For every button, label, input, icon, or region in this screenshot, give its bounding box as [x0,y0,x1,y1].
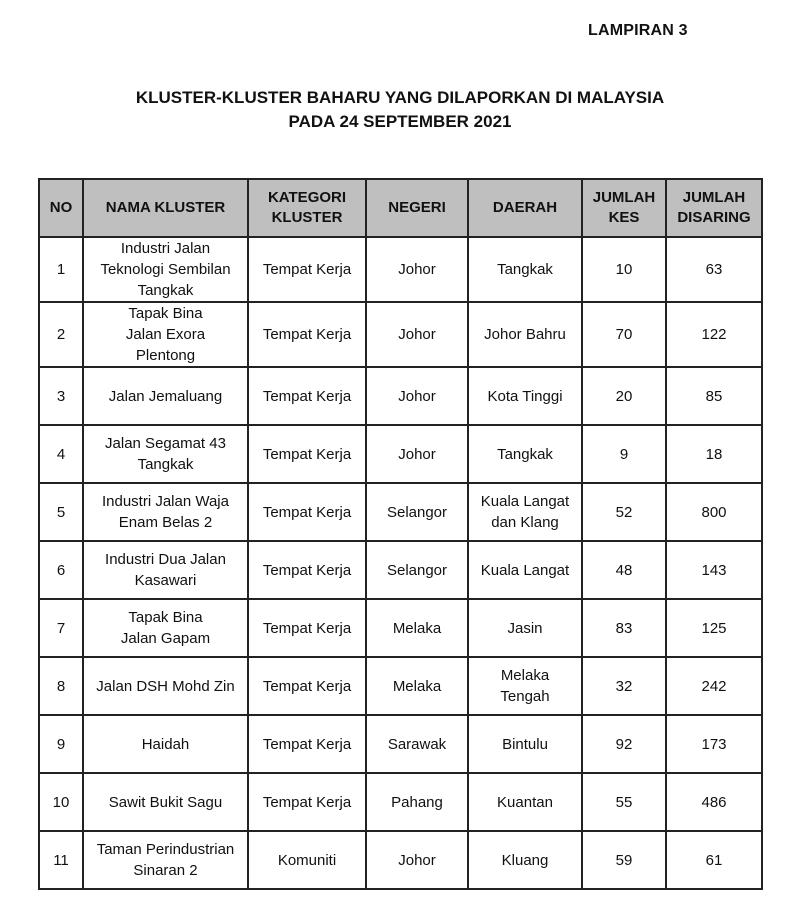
cell-state: Melaka [366,599,468,657]
table-row [39,483,762,541]
cell-cluster-category: Tempat Kerja [248,715,366,773]
cell-district: Jasin [468,599,582,657]
cell-state: Selangor [366,541,468,599]
cell-state: Pahang [366,773,468,831]
title-line-2: PADA 24 SEPTEMBER 2021 [288,112,512,131]
cell-total-screened: 122 [666,302,762,367]
attachment-label: LAMPIRAN 3 [588,22,688,39]
cell-district: Kuantan [468,773,582,831]
header-total-cases: JUMLAH KES [582,179,666,237]
cell-total-cases: 20 [582,367,666,425]
table-header-row [39,179,762,237]
cell-total-screened: 85 [666,367,762,425]
cell-cluster-name: Industri Jalan Waja Enam Belas 2 [83,483,248,541]
cell-cluster-category: Tempat Kerja [248,483,366,541]
cell-district: Melaka Tengah [468,657,582,715]
cell-cluster-category: Tempat Kerja [248,425,366,483]
cell-cluster-name: Taman Perindustrian Sinaran 2 [83,831,248,889]
cell-state: Melaka [366,657,468,715]
cell-total-cases: 55 [582,773,666,831]
cell-cluster-category: Tempat Kerja [248,367,366,425]
cell-state: Johor [366,831,468,889]
header-total-screened: JUMLAH DISARING [666,179,762,237]
cell-total-screened: 800 [666,483,762,541]
header-state: NEGERI [366,179,468,237]
cell-state: Johor [366,302,468,367]
cell-cluster-name: Industri Jalan Teknologi Sembilan Tangkak [83,237,248,302]
cell-total-screened: 18 [666,425,762,483]
cell-row-no: 11 [39,831,83,889]
cell-cluster-category: Tempat Kerja [248,773,366,831]
cell-row-no: 6 [39,541,83,599]
cell-total-screened: 242 [666,657,762,715]
cell-row-no: 7 [39,599,83,657]
cell-total-cases: 92 [582,715,666,773]
cell-row-no: 3 [39,367,83,425]
cell-cluster-name: Industri Dua Jalan Kasawari [83,541,248,599]
cell-cluster-name: Jalan Segamat 43 Tangkak [83,425,248,483]
cell-state: Sarawak [366,715,468,773]
header-district: DAERAH [468,179,582,237]
cell-state: Johor [366,367,468,425]
cell-state: Johor [366,425,468,483]
cell-cluster-category: Tempat Kerja [248,657,366,715]
cell-total-cases: 48 [582,541,666,599]
table-row [39,599,762,657]
cell-total-screened: 173 [666,715,762,773]
cell-row-no: 9 [39,715,83,773]
cluster-table [38,178,763,890]
table-row [39,302,762,367]
table-row [39,367,762,425]
cell-district: Tangkak [468,237,582,302]
table-row [39,831,762,889]
cell-total-screened: 486 [666,773,762,831]
cell-cluster-category: Tempat Kerja [248,541,366,599]
document-title [0,86,800,134]
header-cluster-name: NAMA KLUSTER [83,179,248,237]
cell-total-cases: 83 [582,599,666,657]
cell-total-cases: 9 [582,425,666,483]
cell-row-no: 4 [39,425,83,483]
cell-total-cases: 52 [582,483,666,541]
cell-total-cases: 70 [582,302,666,367]
cell-state: Johor [366,237,468,302]
header-cluster-category: KATEGORI KLUSTER [248,179,366,237]
cell-state: Selangor [366,483,468,541]
table-row [39,657,762,715]
table-row [39,773,762,831]
cell-cluster-name: Jalan Jemaluang [83,367,248,425]
cell-cluster-name: Tapak Bina Jalan Gapam [83,599,248,657]
cell-total-screened: 63 [666,237,762,302]
title-line-1: KLUSTER-KLUSTER BAHARU YANG DILAPORKAN DI MALAYSIA [135,88,665,107]
cell-cluster-category: Komuniti [248,831,366,889]
cell-cluster-name: Sawit Bukit Sagu [83,773,248,831]
table-row [39,541,762,599]
cell-cluster-name: Haidah [83,715,248,773]
table-row [39,425,762,483]
cell-total-cases: 32 [582,657,666,715]
cell-cluster-category: Tempat Kerja [248,599,366,657]
cell-total-screened: 125 [666,599,762,657]
cell-cluster-category: Tempat Kerja [248,302,366,367]
cell-row-no: 8 [39,657,83,715]
cell-total-screened: 61 [666,831,762,889]
cell-cluster-name: Tapak Bina Jalan Exora Plentong [83,302,248,367]
cell-district: Bintulu [468,715,582,773]
cell-row-no: 1 [39,237,83,302]
cell-total-screened: 143 [666,541,762,599]
cell-district: Kluang [468,831,582,889]
cell-district: Kuala Langat dan Klang [468,483,582,541]
cell-district: Kota Tinggi [468,367,582,425]
cell-district: Tangkak [468,425,582,483]
header-no: NO [39,179,83,237]
cell-district: Johor Bahru [468,302,582,367]
cell-cluster-category: Tempat Kerja [248,237,366,302]
cell-district: Kuala Langat [468,541,582,599]
table-row [39,237,762,302]
cell-cluster-name: Jalan DSH Mohd Zin [83,657,248,715]
cell-row-no: 2 [39,302,83,367]
table-row [39,715,762,773]
cell-row-no: 10 [39,773,83,831]
cell-total-cases: 59 [582,831,666,889]
cell-total-cases: 10 [582,237,666,302]
cell-row-no: 5 [39,483,83,541]
